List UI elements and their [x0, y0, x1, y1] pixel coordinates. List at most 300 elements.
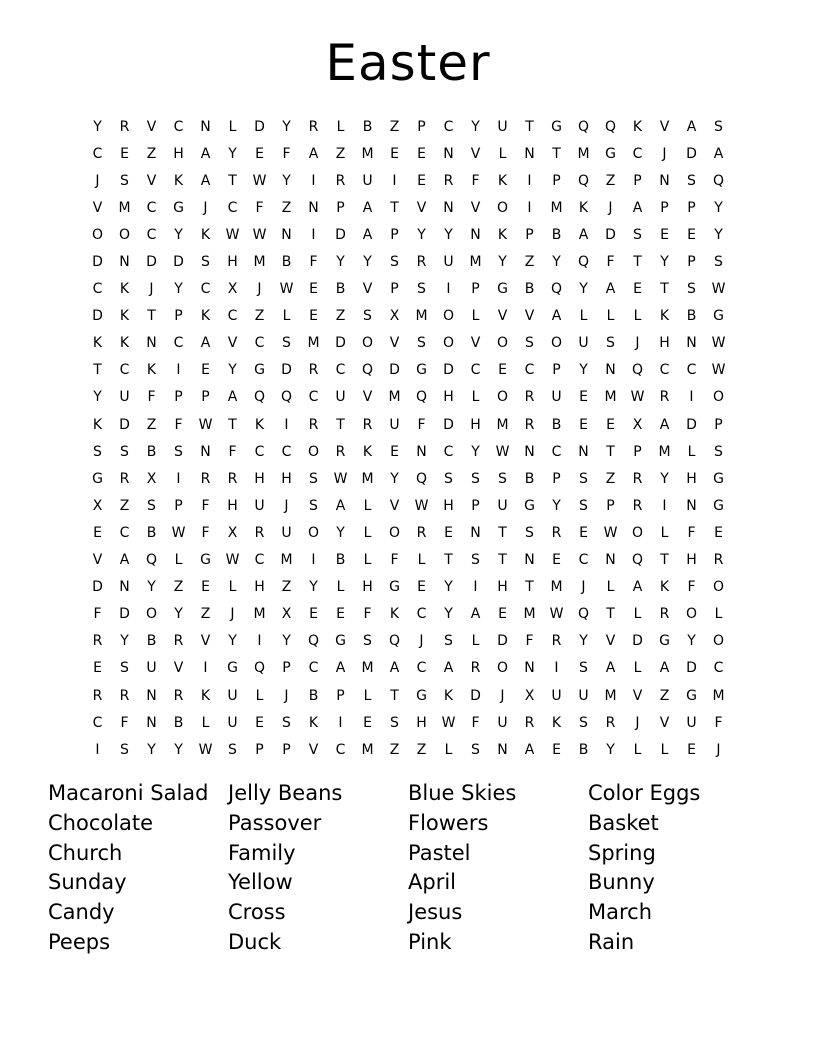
- grid-letter: Z: [389, 741, 400, 758]
- grid-letter: Y: [660, 470, 669, 487]
- grid-letter: E: [444, 524, 453, 541]
- grid-letter: M: [361, 741, 374, 758]
- grid-letter: V: [659, 118, 670, 135]
- grid-letter: C: [200, 281, 211, 298]
- grid-letter: R: [551, 524, 562, 541]
- grid-letter: B: [551, 226, 562, 243]
- grid-letter: I: [284, 416, 289, 433]
- grid-letter: L: [336, 118, 345, 135]
- grid-letter: K: [659, 579, 670, 596]
- grid-letter: R: [335, 443, 346, 460]
- grid-letter: E: [687, 741, 696, 758]
- grid-letter: C: [146, 199, 157, 216]
- grid-letter: I: [392, 172, 397, 189]
- grid-letter: D: [686, 416, 697, 433]
- grid-letter: C: [308, 389, 319, 406]
- grid-letter: B: [335, 281, 346, 298]
- grid-letter: W: [198, 741, 213, 758]
- grid-letter: L: [471, 633, 480, 650]
- grid-letter: Y: [93, 389, 102, 406]
- grid-row: [84, 655, 732, 682]
- grid-letter: X: [227, 281, 238, 298]
- grid-letter: H: [686, 470, 697, 487]
- grid-letter: E: [336, 606, 345, 623]
- grid-letter: S: [228, 741, 237, 758]
- grid-letter: O: [361, 335, 374, 352]
- grid-letter: J: [257, 281, 262, 298]
- grid-letter: N: [443, 145, 454, 162]
- grid-letter: P: [471, 281, 480, 298]
- grid-row: [84, 330, 732, 357]
- grid-letter: N: [524, 660, 535, 677]
- grid-letter: K: [497, 226, 508, 243]
- grid-letter: D: [443, 416, 454, 433]
- grid-letter: J: [203, 199, 208, 216]
- grid-letter: U: [578, 335, 589, 352]
- grid-letter: A: [362, 226, 373, 243]
- grid-letter: L: [228, 579, 237, 596]
- grid-letter: U: [686, 714, 697, 731]
- grid-letter: T: [228, 416, 237, 433]
- grid-row: [84, 438, 732, 465]
- grid-letter: I: [176, 362, 181, 379]
- grid-letter: E: [687, 226, 696, 243]
- grid-letter: Y: [444, 579, 453, 596]
- grid-letter: Z: [200, 606, 211, 623]
- grid-letter: V: [200, 633, 211, 650]
- word-item: Rain: [588, 929, 635, 954]
- grid-letter: C: [416, 606, 427, 623]
- puzzle-title: Easter: [325, 34, 491, 92]
- grid-letter: P: [606, 497, 615, 514]
- grid-letter: M: [415, 308, 428, 325]
- grid-letter: Q: [577, 118, 590, 135]
- grid-row: [84, 492, 732, 519]
- word-item: Chocolate: [48, 810, 154, 835]
- grid-letter: T: [525, 579, 534, 596]
- grid-letter: L: [417, 552, 426, 569]
- grid-letter: U: [443, 254, 454, 271]
- grid-letter: I: [527, 172, 532, 189]
- grid-letter: S: [687, 281, 696, 298]
- grid-letter: A: [200, 335, 211, 352]
- grid-letter: H: [470, 416, 481, 433]
- grid-letter: N: [470, 226, 481, 243]
- grid-letter: B: [551, 416, 562, 433]
- grid-letter: S: [633, 226, 642, 243]
- grid-letter: O: [442, 308, 455, 325]
- grid-letter: Y: [336, 524, 345, 541]
- grid-letter: N: [605, 552, 616, 569]
- grid-letter: S: [579, 660, 588, 677]
- grid-letter: G: [416, 687, 427, 704]
- grid-letter: V: [92, 199, 103, 216]
- grid-letter: S: [714, 254, 723, 271]
- grid-letter: Y: [579, 362, 588, 379]
- grid-letter: C: [713, 660, 724, 677]
- grid-letter: A: [686, 118, 697, 135]
- grid-letter: O: [496, 335, 509, 352]
- grid-letter: N: [146, 687, 157, 704]
- grid-letter: V: [416, 199, 427, 216]
- grid-letter: C: [308, 660, 319, 677]
- grid-letter: K: [632, 118, 643, 135]
- grid-letter: D: [605, 226, 616, 243]
- grid-letter: A: [308, 145, 319, 162]
- grid-letter: E: [417, 145, 426, 162]
- grid-letter: A: [632, 579, 643, 596]
- grid-letter: E: [201, 579, 210, 596]
- grid-letter: C: [470, 362, 481, 379]
- grid-letter: I: [662, 497, 667, 514]
- grid-letter: L: [363, 552, 372, 569]
- word-item: Yellow: [228, 870, 293, 895]
- grid-letter: S: [471, 470, 480, 487]
- grid-letter: Y: [282, 172, 291, 189]
- grid-letter: Y: [309, 579, 318, 596]
- grid-letter: G: [524, 497, 535, 514]
- grid-letter: Y: [417, 226, 426, 243]
- word-item: Pastel: [408, 840, 471, 865]
- grid-letter: Y: [552, 497, 561, 514]
- grid-letter: N: [416, 443, 427, 460]
- word-item: Blue Skies: [408, 781, 517, 805]
- grid-letter: L: [363, 687, 372, 704]
- grid-letter: J: [95, 172, 100, 189]
- grid-letter: Y: [228, 362, 237, 379]
- grid-letter: J: [230, 606, 235, 623]
- grid-letter: O: [685, 606, 698, 623]
- word-item: Passover: [228, 810, 322, 835]
- grid-letter: A: [632, 199, 643, 216]
- grid-letter: S: [525, 335, 534, 352]
- grid-letter: P: [174, 389, 183, 406]
- grid-letter: R: [119, 118, 130, 135]
- grid-letter: C: [254, 335, 265, 352]
- word-item: Macaroni Salad: [48, 781, 209, 805]
- grid-letter: W: [198, 416, 213, 433]
- word-item: Duck: [228, 929, 282, 954]
- grid-letter: A: [389, 660, 400, 677]
- grid-letter: N: [524, 145, 535, 162]
- grid-letter: V: [146, 118, 157, 135]
- grid-letter: L: [444, 741, 453, 758]
- grid-letter: O: [91, 226, 104, 243]
- grid-letter: S: [363, 308, 372, 325]
- grid-letter: W: [279, 281, 294, 298]
- grid-row: [84, 140, 732, 167]
- grid-letter: R: [92, 687, 103, 704]
- grid-letter: D: [281, 362, 292, 379]
- grid-letter: V: [146, 172, 157, 189]
- grid-letter: A: [713, 145, 724, 162]
- grid-letter: T: [498, 524, 507, 541]
- grid-letter: S: [282, 335, 291, 352]
- grid-letter: S: [714, 118, 723, 135]
- grid-letter: O: [145, 606, 158, 623]
- grid-row: [84, 113, 732, 140]
- grid-letter: Y: [363, 254, 372, 271]
- grid-letter: W: [225, 552, 240, 569]
- grid-letter: O: [307, 443, 320, 460]
- word-item: Spring: [588, 840, 656, 865]
- grid-letter: L: [633, 741, 642, 758]
- grid-letter: C: [524, 362, 535, 379]
- grid-letter: C: [173, 118, 184, 135]
- grid-letter: Q: [631, 362, 644, 379]
- grid-letter: C: [92, 145, 103, 162]
- grid-letter: N: [119, 254, 130, 271]
- grid-letter: Y: [579, 633, 588, 650]
- grid-letter: V: [524, 308, 535, 325]
- grid-letter: E: [309, 308, 318, 325]
- grid-letter: W: [171, 524, 186, 541]
- grid-letter: M: [469, 254, 482, 271]
- grid-letter: C: [119, 524, 130, 541]
- grid-letter: C: [578, 552, 589, 569]
- grid-letter: E: [633, 281, 642, 298]
- grid-letter: A: [659, 660, 670, 677]
- grid-letter: R: [227, 470, 238, 487]
- grid-letter: R: [308, 118, 319, 135]
- grid-letter: H: [497, 579, 508, 596]
- grid-letter: S: [120, 660, 129, 677]
- grid-letter: C: [443, 118, 454, 135]
- grid-letter: U: [551, 687, 562, 704]
- grid-letter: L: [714, 606, 723, 623]
- grid-letter: V: [362, 281, 373, 298]
- grid-letter: K: [200, 687, 211, 704]
- grid-letter: K: [173, 172, 184, 189]
- grid-letter: C: [335, 362, 346, 379]
- grid-letter: Y: [687, 633, 696, 650]
- grid-letter: M: [280, 552, 293, 569]
- grid-letter: E: [309, 606, 318, 623]
- grid-letter: L: [363, 497, 372, 514]
- grid-letter: M: [604, 389, 617, 406]
- grid-letter: T: [93, 362, 102, 379]
- grid-letter: P: [174, 497, 183, 514]
- grid-letter: V: [632, 687, 643, 704]
- word-item: Sunday: [48, 870, 127, 895]
- grid-letter: R: [659, 606, 670, 623]
- grid-letter: O: [712, 389, 725, 406]
- grid-letter: F: [120, 714, 129, 731]
- grid-letter: E: [93, 660, 102, 677]
- grid-letter: U: [227, 687, 238, 704]
- grid-letter: X: [92, 497, 103, 514]
- grid-letter: N: [524, 443, 535, 460]
- grid-letter: S: [498, 470, 507, 487]
- grid-letter: F: [255, 199, 264, 216]
- grid-letter: R: [362, 416, 373, 433]
- grid-row: [84, 601, 732, 628]
- grid-letter: L: [579, 308, 588, 325]
- grid-letter: D: [686, 145, 697, 162]
- grid-letter: G: [605, 145, 616, 162]
- grid-letter: Y: [174, 226, 183, 243]
- grid-letter: D: [335, 335, 346, 352]
- grid-letter: H: [443, 497, 454, 514]
- grid-letter: G: [173, 199, 184, 216]
- grid-letter: T: [552, 145, 561, 162]
- grid-letter: S: [120, 443, 129, 460]
- grid-letter: S: [714, 443, 723, 460]
- grid-letter: G: [335, 633, 346, 650]
- grid-letter: P: [660, 199, 669, 216]
- grid-letter: S: [471, 741, 480, 758]
- grid-letter: V: [92, 552, 103, 569]
- grid-letter: E: [255, 714, 264, 731]
- grid-letter: Y: [147, 579, 156, 596]
- grid-letter: E: [714, 524, 723, 541]
- grid-letter: A: [443, 660, 454, 677]
- grid-letter: S: [417, 281, 426, 298]
- grid-letter: Q: [415, 389, 428, 406]
- grid-letter: Y: [120, 633, 129, 650]
- grid-letter: H: [362, 579, 373, 596]
- grid-letter: K: [389, 606, 400, 623]
- grid-letter: L: [606, 308, 615, 325]
- grid-letter: W: [549, 606, 564, 623]
- grid-letter: I: [554, 660, 559, 677]
- grid-letter: M: [550, 579, 563, 596]
- grid-letter: H: [659, 335, 670, 352]
- grid-letter: Y: [174, 281, 183, 298]
- grid-letter: Q: [145, 552, 158, 569]
- grid-letter: I: [446, 281, 451, 298]
- grid-letter: L: [228, 118, 237, 135]
- grid-letter: T: [147, 308, 156, 325]
- grid-letter: H: [173, 145, 184, 162]
- grid-letter: Y: [336, 254, 345, 271]
- grid-letter: C: [227, 199, 238, 216]
- grid-letter: M: [496, 416, 509, 433]
- grid-letter: V: [497, 308, 508, 325]
- grid-letter: O: [442, 335, 455, 352]
- grid-letter: S: [309, 470, 318, 487]
- grid-letter: R: [416, 524, 427, 541]
- grid-letter: H: [254, 470, 265, 487]
- grid-letter: E: [390, 145, 399, 162]
- word-item: Church: [48, 840, 123, 865]
- grid-letter: T: [525, 118, 534, 135]
- grid-letter: S: [417, 335, 426, 352]
- grid-letter: T: [444, 552, 453, 569]
- grid-letter: S: [525, 524, 534, 541]
- grid-letter: R: [632, 470, 643, 487]
- grid-letter: R: [92, 633, 103, 650]
- grid-letter: J: [608, 199, 613, 216]
- word-item: Family: [228, 840, 296, 865]
- grid-letter: A: [605, 281, 616, 298]
- grid-letter: Q: [361, 362, 374, 379]
- grid-letter: C: [92, 714, 103, 731]
- grid-letter: E: [579, 416, 588, 433]
- grid-letter: X: [389, 308, 400, 325]
- grid-letter: L: [498, 145, 507, 162]
- grid-letter: R: [119, 687, 130, 704]
- grid-letter: W: [603, 524, 618, 541]
- grid-letter: S: [120, 172, 129, 189]
- grid-letter: T: [228, 172, 237, 189]
- grid-letter: A: [335, 497, 346, 514]
- grid-letter: Y: [228, 145, 237, 162]
- grid-letter: Z: [119, 497, 130, 514]
- grid-letter: U: [497, 118, 508, 135]
- word-list: [48, 779, 768, 958]
- grid-letter: N: [470, 524, 481, 541]
- grid-letter: K: [92, 416, 103, 433]
- grid-letter: Y: [552, 254, 561, 271]
- grid-letter: F: [228, 443, 237, 460]
- grid-letter: Y: [147, 741, 156, 758]
- grid-row: [84, 682, 732, 709]
- grid-letter: N: [578, 443, 589, 460]
- grid-letter: F: [201, 524, 210, 541]
- grid-letter: V: [389, 335, 400, 352]
- grid-letter: K: [200, 226, 211, 243]
- grid-row: [84, 276, 732, 303]
- grid-letter: D: [335, 226, 346, 243]
- grid-letter: B: [524, 470, 535, 487]
- grid-letter: L: [363, 524, 372, 541]
- grid-letter: W: [414, 497, 429, 514]
- grid-letter: S: [174, 443, 183, 460]
- grid-letter: W: [630, 389, 645, 406]
- grid-letter: K: [497, 172, 508, 189]
- grid-letter: M: [361, 145, 374, 162]
- grid-letter: S: [444, 633, 453, 650]
- grid-letter: L: [633, 308, 642, 325]
- grid-letter: B: [686, 308, 697, 325]
- grid-letter: P: [255, 741, 264, 758]
- grid-letter: K: [119, 308, 130, 325]
- grid-letter: L: [282, 308, 291, 325]
- grid-letter: N: [524, 552, 535, 569]
- grid-letter: Q: [388, 633, 401, 650]
- grid-letter: N: [200, 118, 211, 135]
- grid-letter: Y: [471, 118, 480, 135]
- grid-letter: I: [311, 226, 316, 243]
- grid-letter: K: [92, 335, 103, 352]
- grid-letter: R: [713, 552, 724, 569]
- grid-row: [84, 357, 732, 384]
- grid-letter: Q: [550, 281, 563, 298]
- grid-letter: D: [119, 606, 130, 623]
- grid-letter: S: [120, 741, 129, 758]
- grid-letter: L: [687, 443, 696, 460]
- grid-letter: U: [254, 497, 265, 514]
- grid-letter: H: [254, 579, 265, 596]
- grid-letter: Q: [253, 660, 266, 677]
- grid-letter: I: [527, 199, 532, 216]
- grid-letter: V: [470, 335, 481, 352]
- grid-letter: Y: [228, 633, 237, 650]
- grid-letter: G: [92, 470, 103, 487]
- grid-letter: N: [497, 741, 508, 758]
- grid-letter: L: [471, 308, 480, 325]
- grid-letter: A: [524, 741, 535, 758]
- grid-letter: O: [496, 389, 509, 406]
- grid-letter: C: [173, 335, 184, 352]
- grid-letter: F: [417, 416, 426, 433]
- grid-letter: V: [362, 389, 373, 406]
- grid-letter: P: [282, 741, 291, 758]
- grid-letter: C: [227, 308, 238, 325]
- grid-letter: X: [632, 416, 643, 433]
- grid-letter: X: [146, 470, 157, 487]
